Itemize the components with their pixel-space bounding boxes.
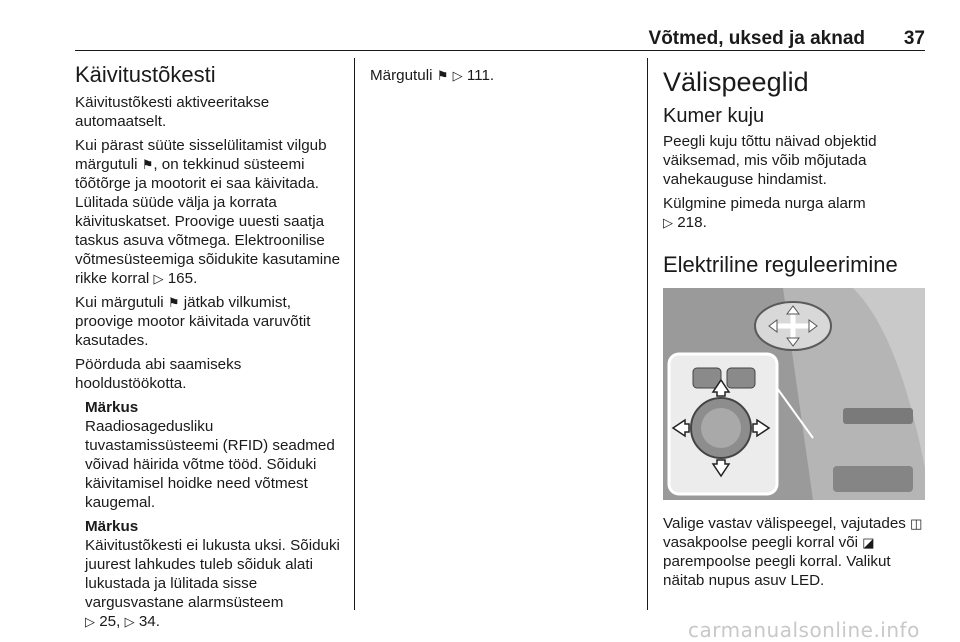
column-divider-1 <box>354 58 355 610</box>
subsection-heading: Elektriline reguleerimine <box>663 252 898 277</box>
paragraph: Kui pärast süüte sisselülitamist vilgub märgutuli ⚑, on tekkinud süsteemi tõõtõrge ja mootorit ei saa käivitada. Lülitada süüde välja ja korrata käivituskatset. Proovige uuesti saatja taskus asuva võtmega. Elektroonilise võtmesüsteemiga sõidukite kasutamine rikke korral ▷ 165. <box>75 137 341 287</box>
page-reference-link[interactable]: 218. <box>677 214 707 231</box>
mirror-control-illustration <box>663 288 925 500</box>
note-text: Käivitustõkesti ei lukusta uksi. Sõiduki juurest lahkudes tuleb sõiduk alati lukustada ja lülitada sisse vargusvastane alarmsüsteem ▷ 25, ▷ 34. <box>85 537 340 630</box>
car-key-icon: ⚑ <box>436 68 449 83</box>
reference-arrow-icon: ▷ <box>153 271 164 286</box>
page-number: 37 <box>903 28 925 49</box>
knob-center <box>701 408 741 448</box>
reference-arrow-icon: ▷ <box>85 614 95 629</box>
watermark: carmanualsonline.info <box>688 618 920 642</box>
mirror-left-icon: ◫ <box>910 516 923 531</box>
paragraph: Külgmine pimeda nurga alarm ▷ 218. <box>663 195 866 231</box>
mirror-right-icon: ◪ <box>862 535 875 550</box>
note-block <box>75 398 347 631</box>
paragraph: Valige vastav välispeegel, vajutades ◫ vasakpoolse peegli korral või ◪ parempoolse peegli korral. Valikut näitab nupus asuv LED. <box>663 515 923 589</box>
car-key-icon: ⚑ <box>141 157 154 172</box>
page-reference-link[interactable]: 25, <box>99 613 121 630</box>
section-heading: Välispeeglid <box>663 67 809 97</box>
paragraph: Peegli kuju tõttu näivad objektid väiksemad, mis võib mõjutada vahekauguse hindamist. <box>663 133 877 188</box>
page-reference-link[interactable]: 111. <box>466 67 495 84</box>
paragraph: Kui märgutuli ⚑ jätkab vilkumist, proovige mootor käivitada varuvõtit kasutades. <box>75 294 311 349</box>
page-reference-link[interactable]: 34. <box>138 613 160 630</box>
paragraph: Käivitustõkesti aktiveeritakse automaatselt. <box>75 94 270 130</box>
note-title: Märkus <box>85 399 139 416</box>
page-reference-link[interactable]: 165. <box>167 270 198 287</box>
right-column <box>663 58 925 595</box>
left-column <box>75 58 347 636</box>
header-divider <box>75 50 925 51</box>
reference-arrow-icon: ▷ <box>663 215 673 230</box>
middle-column <box>370 66 632 90</box>
note-text: Raadiosagedusliku tuvastamissüsteemi (RFID) seadmed võivad häirida võtme tööd. Sõiduki käivitamisel hoidke need võtmest kaugemal. <box>85 418 335 511</box>
section-heading: Käivitustõkesti <box>75 62 216 87</box>
header-title: Võtmed, uksed ja aknad <box>648 28 865 49</box>
page-header <box>75 26 925 50</box>
paragraph: Pöörduda abi saamiseks hooldustöökotta. <box>75 356 242 392</box>
paragraph: Märgutuli ⚑ ▷ 111. <box>370 67 495 84</box>
window-switch-panel <box>833 466 913 492</box>
mirror-switch-drawing <box>663 288 925 500</box>
car-key-icon: ⚑ <box>167 295 180 310</box>
door-handle <box>843 408 913 424</box>
reference-arrow-icon: ▷ <box>124 614 135 629</box>
reference-arrow-icon: ▷ <box>452 68 463 83</box>
column-divider-2 <box>647 58 648 610</box>
mirror-right-button <box>727 368 755 388</box>
subsection-heading: Kumer kuju <box>663 105 765 127</box>
note-title: Märkus <box>85 518 139 535</box>
